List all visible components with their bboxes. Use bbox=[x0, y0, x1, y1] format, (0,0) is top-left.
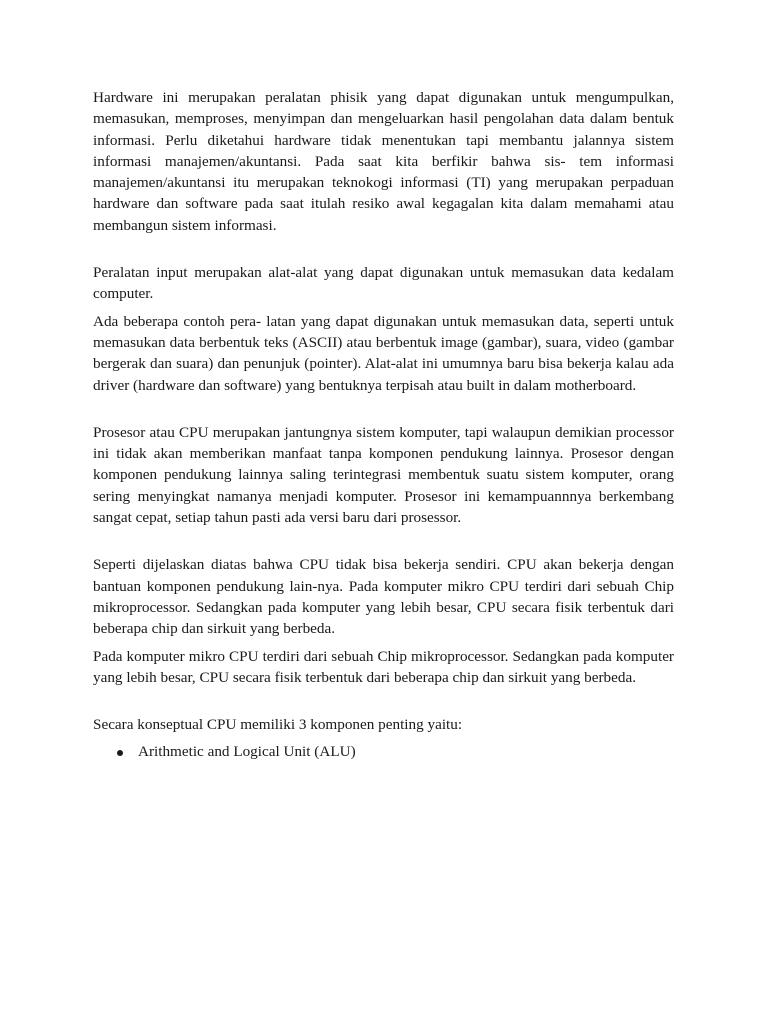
paragraph-cpu-support: Seperti dijelaskan diatas bahwa CPU tidak bisa bekerja sendiri. CPU akan bekerja dengan bantuan komponen pendukung lain-nya. Pada komputer mikro CPU terdiri dari sebuah Chip mikroprocessor. Sedangkan pada komputer yang lebih besar, CPU secara fisik terbentuk dari beberapa chip dan sirkuit yang berbeda. bbox=[93, 556, 674, 638]
list-item-text: Arithmetic and Logical Unit (ALU) bbox=[138, 743, 356, 761]
bullet-list bbox=[93, 741, 674, 762]
document-page bbox=[93, 87, 674, 763]
paragraph-processor: Prosesor atau CPU merupakan jantungnya sistem komputer, tapi walaupun demikian processor ini tidak akan memberikan manfaat tanpa komponen pendukung lainnya. Prosesor dengan komponen pendukung lainnya saling terintegrasi membentuk suatu sistem komputer, orang sering menyingkat namanya menjadi komputer. Prosesor ini kemampuannnya berkembang sangat cepat, setiap tahun pasti ada versi baru dari prosessor. bbox=[93, 423, 674, 527]
paragraph-input-examples: Ada beberapa contoh pera- latan yang dapat digunakan untuk memasukan data, seperti untuk memasukan data berbentuk teks (ASCII) atau berbentuk image (gambar), suara, video (gambar bergerak dan suara) dan penunjuk (pointer). Alat-alat ini umumnya baru bisa bekerja kalau ada driver (hardware dan software) yang bentuknya terpisah atau built in dalam motherboard. bbox=[93, 312, 674, 394]
paragraph-cpu-micro: Pada komputer mikro CPU terdiri dari sebuah Chip mikroprocessor. Sedangkan pada komputer yang lebih besar, CPU secara fisik terbentuk dari beberapa chip dan sirkuit yang berbeda. bbox=[93, 647, 674, 686]
paragraph-input-devices: Peralatan input merupakan alat-alat yang dapat digunakan untuk memasukan data kedalam computer. bbox=[93, 264, 674, 303]
paragraph-hardware: Hardware ini merupakan peralatan phisik yang dapat digunakan untuk mengumpulkan, memasukan, memproses, menyimpan dan mengeluarkan hasil pengolahan data dalam bentuk informasi. Perlu diketahui hardware tidak menentukan tapi membantu jalannya sistem informasi manajemen/akuntansi. Pada saat kita berfikir bahwa sis- tem informasi manajemen/akuntansi itu merupakan teknokogi informasi (TI) yang merupakan perpaduan hardware dan software pada saat itulah resiko awal kegagalan kita dalam memahami atau membangun sistem informasi. bbox=[93, 89, 674, 234]
bullet-icon bbox=[117, 750, 123, 756]
paragraph-cpu-components: Secara konseptual CPU memiliki 3 komponen penting yaitu: bbox=[93, 716, 463, 734]
list-item bbox=[93, 741, 674, 762]
